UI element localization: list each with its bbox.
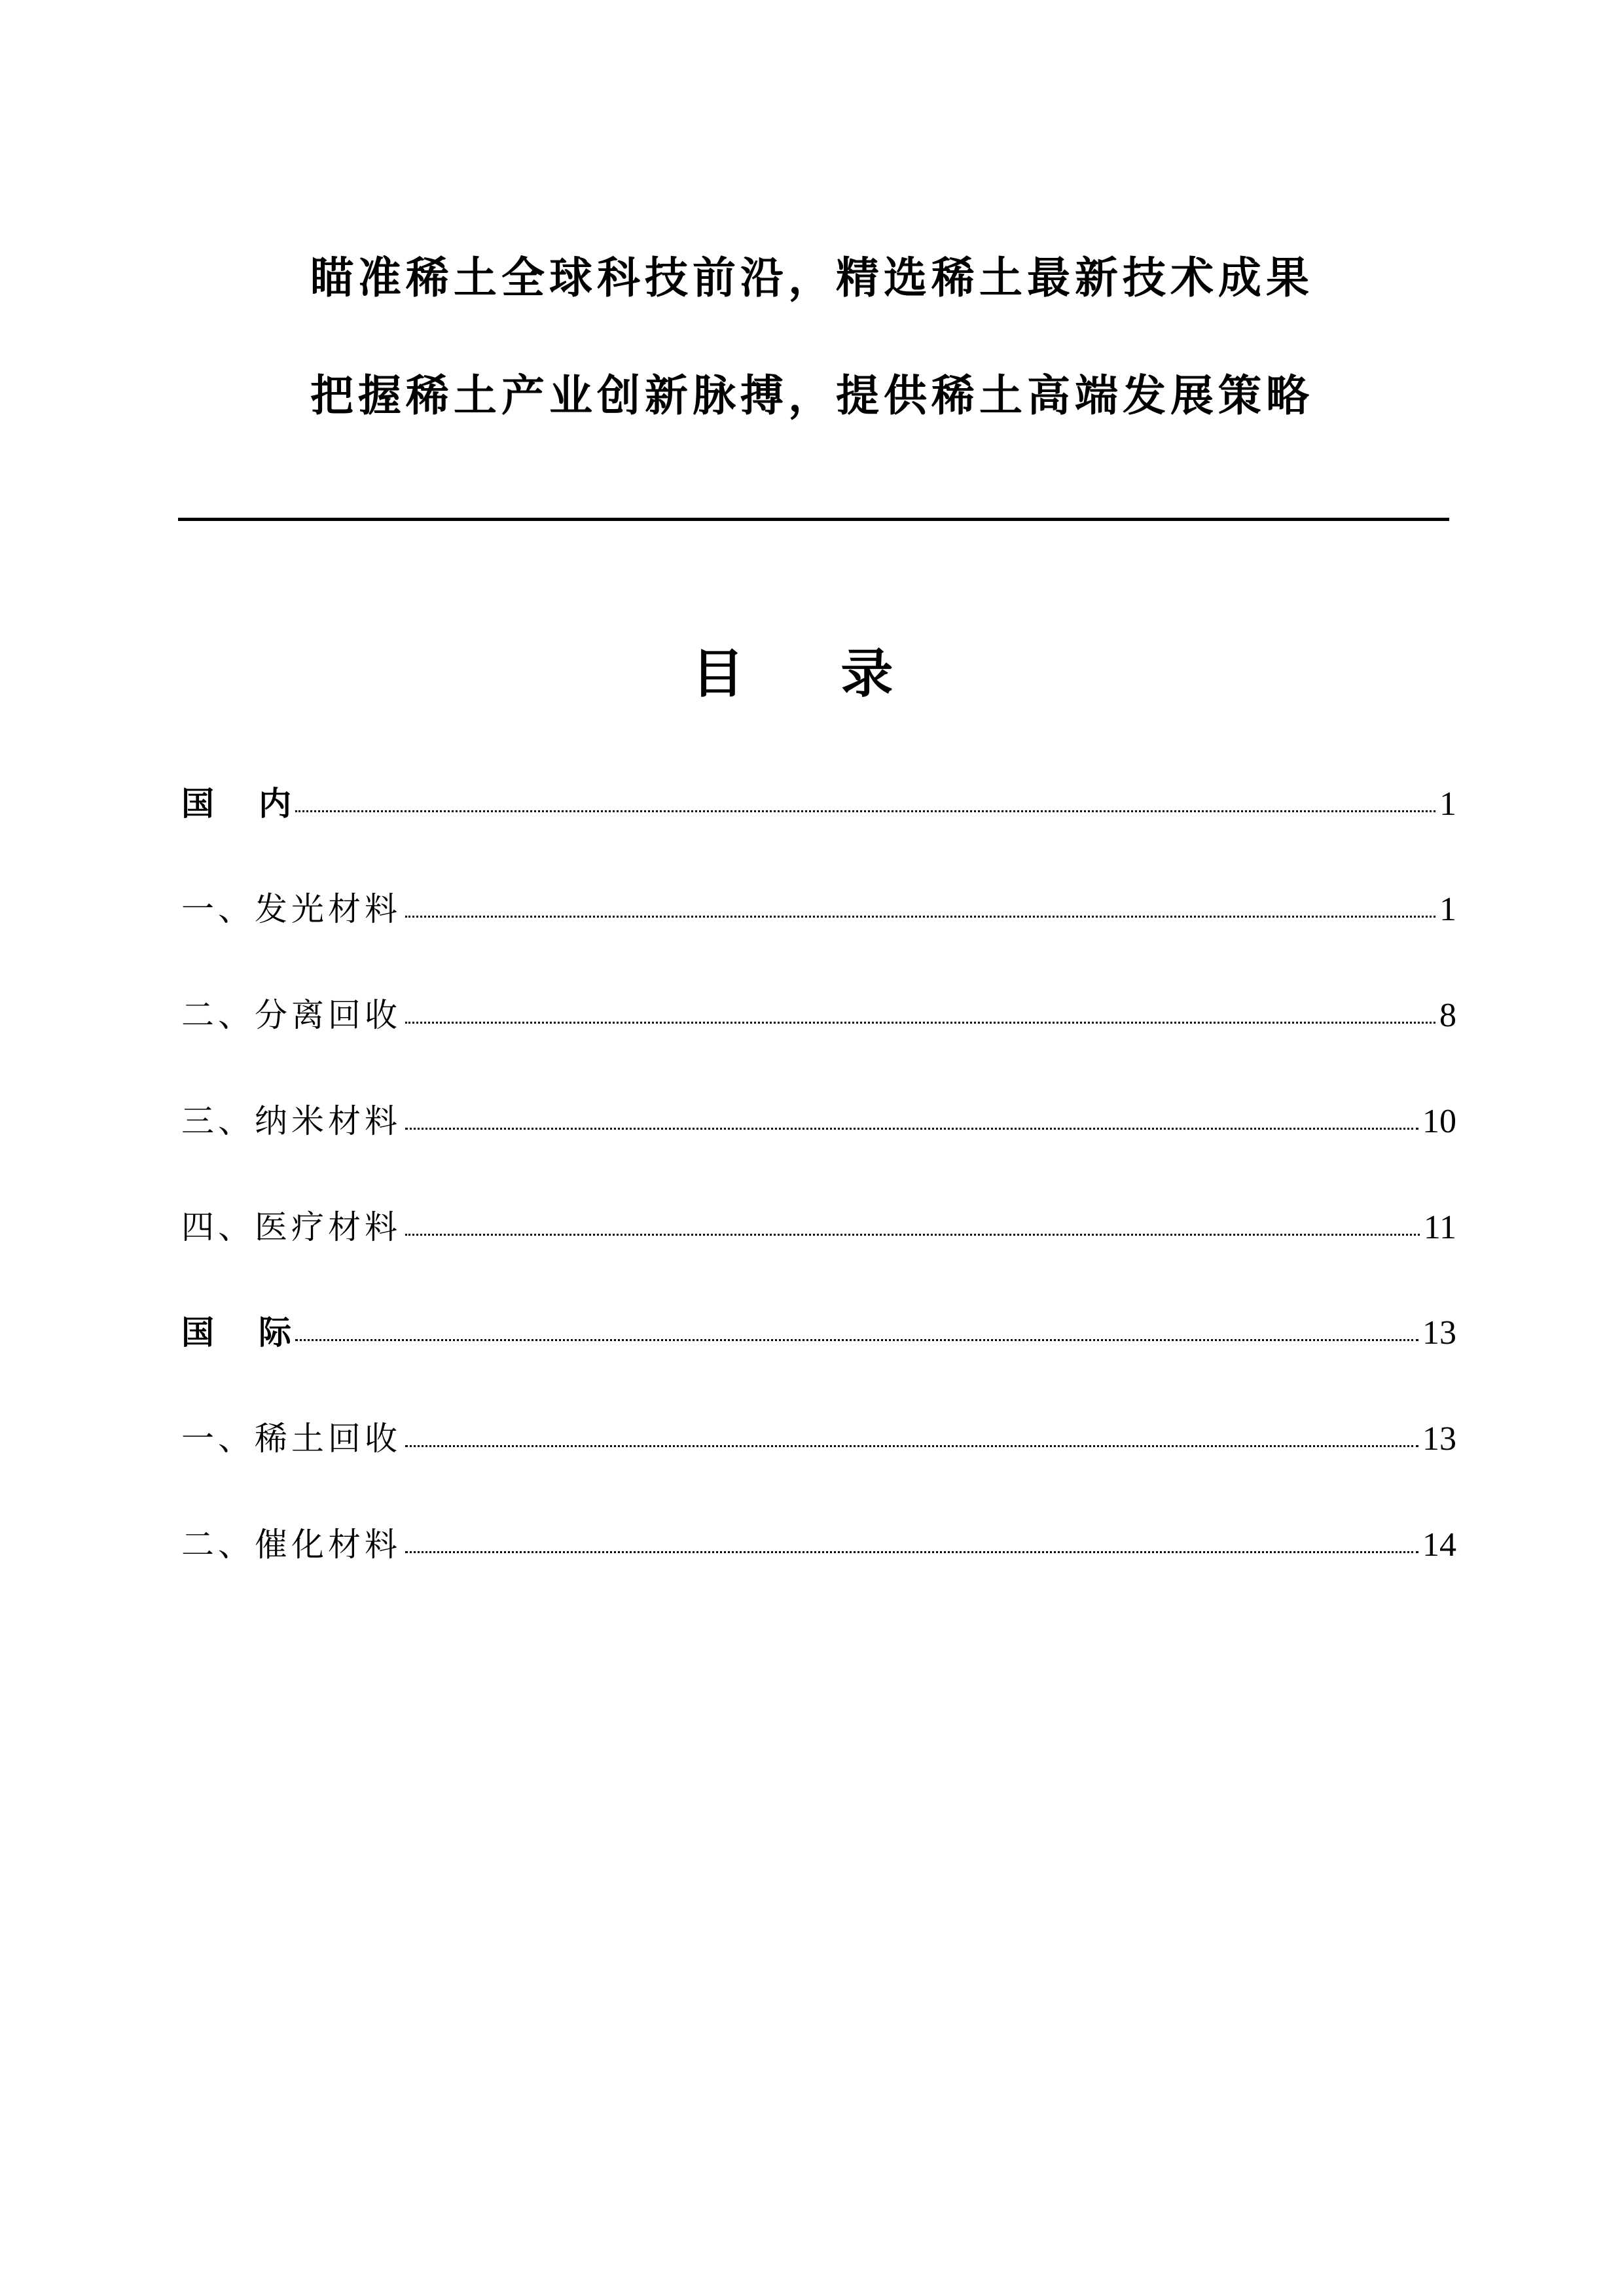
toc-entry-label: 一、稀土回收: [181, 1420, 401, 1458]
toc-entry-label: 一、发光材料: [181, 890, 401, 928]
slogan-line-1: 瞄准稀土全球科技前沿，精选稀土最新技术成果: [310, 253, 1314, 303]
horizontal-divider: [178, 518, 1449, 521]
toc-dot-leader: [405, 1128, 1418, 1130]
toc-page-number: 1: [1439, 891, 1456, 928]
toc-entry-medical-materials[interactable]: [181, 1201, 1456, 1253]
toc-dot-leader: [405, 916, 1435, 918]
toc-entry-label: 二、催化材料: [181, 1526, 401, 1564]
toc-page-number: 10: [1422, 1103, 1456, 1140]
toc-dot-leader: [405, 1445, 1418, 1447]
toc-entry-rare-earth-recovery[interactable]: [181, 1412, 1456, 1465]
toc-page-number: 11: [1423, 1209, 1456, 1246]
toc-entry-label-char: 内: [259, 785, 291, 823]
toc-dot-leader: [405, 1551, 1418, 1553]
toc-page-number: 1: [1439, 785, 1456, 823]
toc-entry-label: 四、医疗材料: [181, 1208, 401, 1246]
toc-entry-separation-recovery[interactable]: [181, 989, 1456, 1041]
toc-dot-leader: [295, 1339, 1418, 1341]
toc-entry-label-char: 国: [181, 785, 214, 823]
toc-title: 目 录: [691, 643, 933, 704]
toc-entry-label: [181, 778, 291, 830]
toc-entry-nano-materials[interactable]: [181, 1095, 1456, 1147]
slogan-line-2: 把握稀土产业创新脉搏，提供稀土高端发展策略: [310, 370, 1314, 421]
toc-page-number: 13: [1422, 1420, 1456, 1458]
toc-entry-label: 三、纳米材料: [181, 1102, 401, 1140]
toc-dot-leader: [295, 810, 1435, 812]
toc-entry-luminescent-materials[interactable]: [181, 883, 1456, 935]
toc-entry-catalytic-materials[interactable]: [181, 1518, 1456, 1571]
toc-entry-label: [181, 1306, 291, 1359]
toc-page-number: 8: [1439, 997, 1456, 1034]
toc-entry-international[interactable]: [181, 1306, 1456, 1359]
toc-page-number: 13: [1422, 1314, 1456, 1352]
toc-dot-leader: [405, 1234, 1420, 1236]
toc-dot-leader: [405, 1022, 1435, 1024]
toc-entry-label-char: 国: [181, 1314, 214, 1352]
toc-entry-label-char: 际: [259, 1314, 291, 1352]
toc-entry-label: 二、分离回收: [181, 996, 401, 1034]
toc-entry-domestic[interactable]: [181, 778, 1456, 830]
toc-page-number: 14: [1422, 1526, 1456, 1564]
